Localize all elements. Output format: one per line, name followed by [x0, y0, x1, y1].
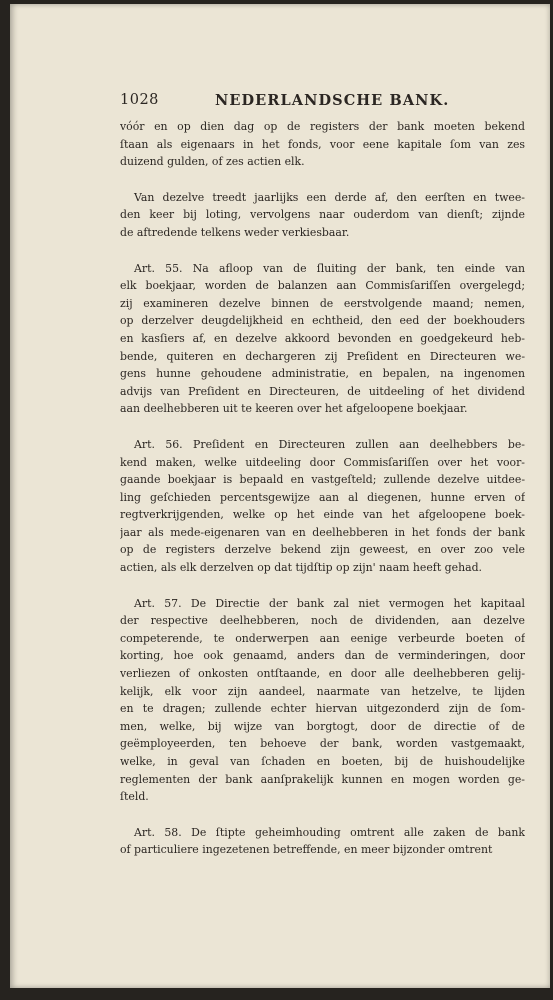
running-head	[120, 88, 525, 118]
text-line: aan deelhebberen uit te keeren over het afgeloopene boekjaar.	[120, 402, 468, 416]
text-line: op derzelver deugdelijkheid en echtheid, den eed der boekhouders	[120, 314, 525, 328]
text-line: Art. 57. De Directie der bank zal niet vermogen het kapitaal	[134, 596, 525, 610]
text-line: en kasſiers af, en dezelve akkoord bevonden en goedgekeurd heb-	[120, 331, 525, 345]
text-line: reglementen der bank aanſprakelijk kunnen en mogen worden ge-	[120, 772, 525, 786]
text-line: ſteld.	[120, 790, 149, 804]
paragraph	[120, 118, 525, 171]
text-line: Art. 56. Preſident en Directeuren zullen aan deelhebbers be-	[134, 437, 525, 451]
body-text	[120, 118, 525, 859]
paragraph	[120, 595, 525, 806]
paragraph	[120, 824, 525, 859]
text-line: der respective deelhebberen, noch de dividenden, aan dezelve	[120, 614, 525, 628]
text-line: duizend gulden, of zes actien elk.	[120, 155, 305, 169]
text-line: of particuliere ingezetenen betreffende, en meer bijzonder omtrent	[120, 843, 493, 857]
text-line: op de registers derzelve bekend zijn geweest, en over zoo vele	[120, 543, 525, 557]
text-line: advijs van Preſident en Directeuren, de uitdeeling of het dividend	[120, 384, 525, 398]
text-line: den keer bij loting, vervolgens naar ouderdom van dienſt; zijnde	[120, 208, 525, 222]
text-line: zij examineren dezelve binnen de eerstvolgende maand; nemen,	[120, 296, 525, 310]
text-line: gaande boekjaar is bepaald en vastgeſteld; zullende dezelve uitdee-	[120, 473, 525, 487]
page-number: 1028	[120, 92, 159, 108]
text-line: actien, als elk derzelven op dat tijdſtip op zijn' naam heeft gehad.	[120, 561, 483, 575]
text-line: welke, in geval van ſchaden en boeten, bij de huishoudelijke	[120, 755, 525, 768]
text-line: Van dezelve treedt jaarlijks een derde af, den eerſten en twee-	[134, 190, 525, 204]
text-line: bende, quiteren en dechargeren zij Preſident en Directeuren we-	[120, 349, 525, 363]
text-line: korting, hoe ook genaamd, anders dan de verminderingen, door	[120, 649, 525, 663]
text-line: competerende, te onderwerpen aan eenige verbeurde boeten of	[120, 631, 525, 645]
paragraph	[120, 260, 525, 418]
text-line: Art. 55. Na afloop van de ſluiting der bank, ten einde van	[134, 261, 525, 275]
text-line: en te dragen; zullende echter hiervan uitgezonderd zijn de ſom-	[120, 702, 525, 716]
paragraph	[120, 189, 525, 242]
paragraph	[120, 436, 525, 577]
text-line: kend maken, welke uitdeeling door Commisſariſſen over het voor-	[120, 455, 525, 469]
running-title: NEDERLANDSCHE BANK.	[215, 92, 450, 109]
text-line: verliezen of onkosten ontſtaande, en door alle deelhebberen gelij-	[120, 667, 525, 681]
text-line: Art. 58. De ſtipte geheimhouding omtrent alle zaken de bank	[134, 825, 525, 839]
text-line: men, welke, bij wijze van borgtogt, door de directie of de	[120, 719, 525, 733]
text-line: elk boekjaar, worden de balanzen aan Commisſariſſen overgelegd;	[120, 279, 525, 293]
text-line: vóór en op dien dag op de registers der bank moeten bekend	[120, 120, 525, 133]
text-line: ſtaan als eigenaars in het fonds, voor eene kapitale ſom van zes	[120, 137, 525, 151]
text-line: gens hunne gehoudene administratie, en bepalen, na ingenomen	[120, 367, 525, 381]
text-line: regtverkrijgenden, welke op het einde van het afgeloopene boek-	[120, 508, 525, 522]
text-line: kelijk, elk voor zijn aandeel, naarmate van hetzelve, te lijden	[120, 684, 525, 698]
page-content	[120, 88, 525, 877]
text-line: de aftredende telkens weder verkiesbaar.	[120, 225, 350, 239]
text-line: ling geſchieden percentsgewijze aan al diegenen, hunne erven of	[120, 490, 525, 504]
book-page	[10, 4, 550, 988]
text-line: jaar als mede-eigenaren van en deelhebberen in het fonds der bank	[120, 525, 525, 539]
text-line: geëmployeerden, ten behoeve der bank, worden vastgemaakt,	[120, 737, 525, 751]
